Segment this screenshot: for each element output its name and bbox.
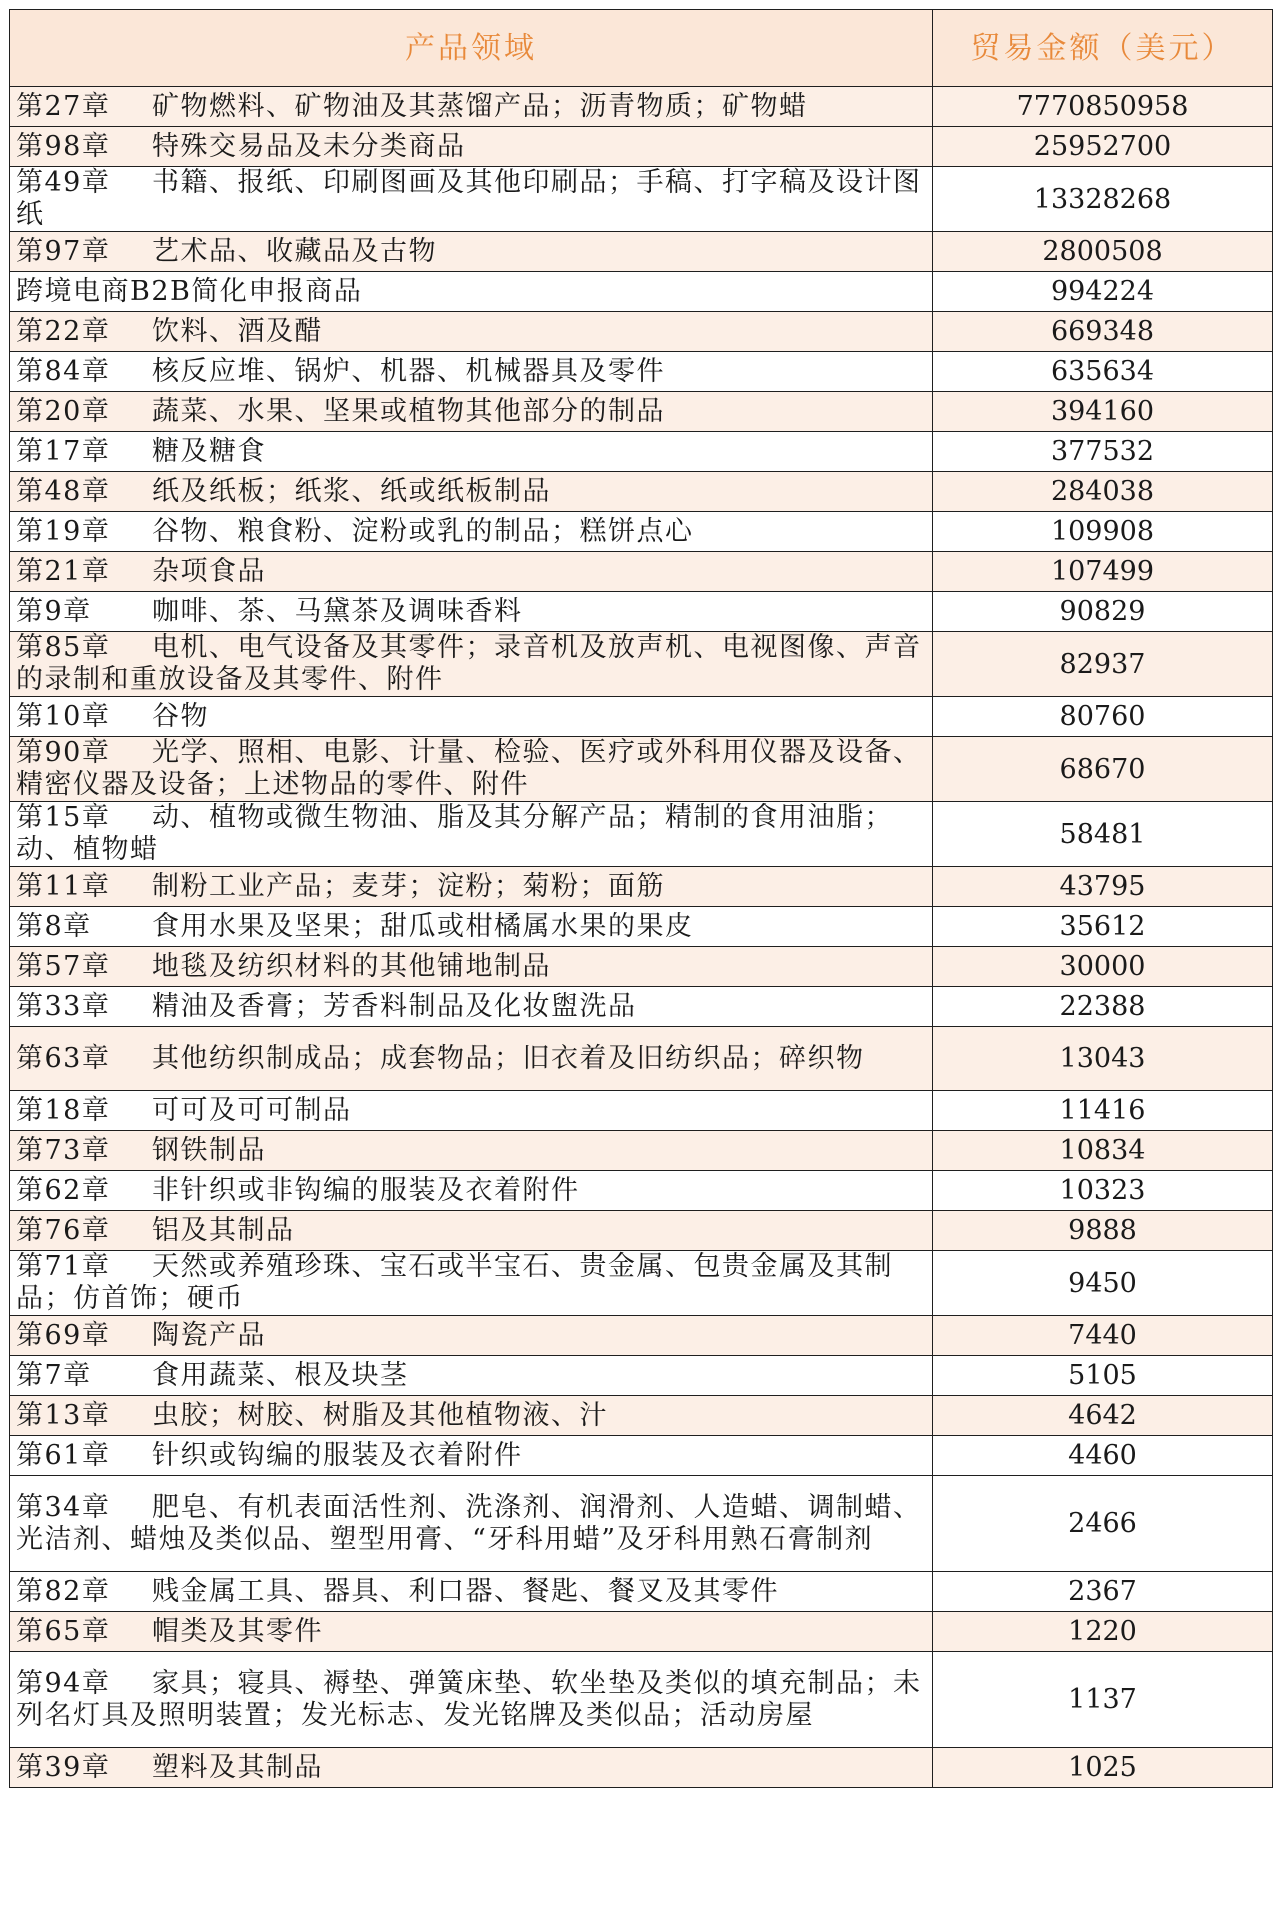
chapter-label: 第76章 xyxy=(16,1214,111,1246)
chapter-label: 第69章 xyxy=(16,1319,111,1351)
product-description: 光学、照相、电影、计量、检验、医疗或外科用仪器及设备、精密仪器及设备；上述物品的零件、附件 xyxy=(16,737,922,800)
trade-amount-cell: 4460 xyxy=(933,1436,1273,1476)
chapter-label: 第8章 xyxy=(16,910,92,942)
chapter-label: 第7章 xyxy=(16,1359,92,1391)
trade-amount-cell: 43795 xyxy=(933,867,1273,907)
trade-amount-cell: 30000 xyxy=(933,947,1273,987)
product-description: 陶瓷产品 xyxy=(152,1319,266,1351)
chapter-label: 第63章 xyxy=(16,1042,111,1074)
trade-amount-cell: 90829 xyxy=(933,592,1273,632)
chapter-label: 第22章 xyxy=(16,315,111,347)
product-domain-cell xyxy=(10,552,933,592)
product-description: 其他纺织制成品；成套物品；旧衣着及旧纺织品；碎织物 xyxy=(152,1042,865,1074)
product-domain-cell xyxy=(10,907,933,947)
trade-amount-cell: 58481 xyxy=(933,802,1273,867)
header-row xyxy=(10,10,1273,87)
trade-amount-cell: 1137 xyxy=(933,1652,1273,1748)
trade-amount-cell: 25952700 xyxy=(933,127,1273,167)
trade-amount-cell: 35612 xyxy=(933,907,1273,947)
trade-amount-cell: 80760 xyxy=(933,697,1273,737)
trade-amount-cell: 2800508 xyxy=(933,232,1273,272)
product-domain-cell xyxy=(10,1251,933,1316)
chapter-label: 第21章 xyxy=(16,555,111,587)
product-domain-cell xyxy=(10,472,933,512)
product-domain-cell xyxy=(10,127,933,167)
product-description: 肥皂、有机表面活性剂、洗涤剂、润滑剂、人造蜡、调制蜡、光洁剂、蜡烛及类似品、塑型用膏、“牙科用蜡”及牙科用熟石膏制剂 xyxy=(16,1491,922,1555)
product-description: 钢铁制品 xyxy=(152,1134,266,1166)
trade-amount-cell: 13043 xyxy=(933,1027,1273,1091)
table-row xyxy=(10,432,1273,472)
table-row xyxy=(10,1027,1273,1091)
table-row xyxy=(10,272,1273,312)
product-description: 食用蔬菜、根及块茎 xyxy=(152,1359,409,1391)
product-domain-cell xyxy=(10,87,933,127)
table-row xyxy=(10,737,1273,802)
product-description: 核反应堆、锅炉、机器、机械器具及零件 xyxy=(152,355,665,387)
chapter-label: 第33章 xyxy=(16,990,111,1022)
product-description: 电机、电气设备及其零件；录音机及放声机、电视图像、声音的录制和重放设备及其零件、附件 xyxy=(16,632,922,695)
product-domain-cell xyxy=(10,392,933,432)
chapter-label: 第34章 xyxy=(16,1491,111,1523)
table-row xyxy=(10,1396,1273,1436)
product-domain-cell xyxy=(10,1131,933,1171)
column-header-domain: 产品领域 xyxy=(10,10,933,87)
table-row xyxy=(10,947,1273,987)
chapter-label: 第82章 xyxy=(16,1575,111,1607)
chapter-label: 第10章 xyxy=(16,700,111,732)
product-domain-cell xyxy=(10,167,933,232)
chapter-label: 第48章 xyxy=(16,475,111,507)
product-domain-cell xyxy=(10,1652,933,1748)
trade-amount-cell: 11416 xyxy=(933,1091,1273,1131)
product-description: 艺术品、收藏品及古物 xyxy=(152,235,437,267)
product-description: 塑料及其制品 xyxy=(152,1751,323,1783)
table-row xyxy=(10,1171,1273,1211)
product-domain-cell xyxy=(10,352,933,392)
chapter-label: 第20章 xyxy=(16,395,111,427)
table-row xyxy=(10,987,1273,1027)
trade-amount-cell: 107499 xyxy=(933,552,1273,592)
product-domain-cell xyxy=(10,1436,933,1476)
table-row xyxy=(10,1091,1273,1131)
product-domain-cell xyxy=(10,1027,933,1091)
product-domain-cell xyxy=(10,1572,933,1612)
table-row xyxy=(10,472,1273,512)
product-domain-cell xyxy=(10,632,933,697)
trade-amount-cell: 5105 xyxy=(933,1356,1273,1396)
trade-amount-cell: 22388 xyxy=(933,987,1273,1027)
product-domain-cell xyxy=(10,947,933,987)
product-description: 矿物燃料、矿物油及其蒸馏产品；沥青物质；矿物蜡 xyxy=(152,90,808,122)
trade-amount-cell: 2367 xyxy=(933,1572,1273,1612)
chapter-label: 第73章 xyxy=(16,1134,111,1166)
chapter-label: 第61章 xyxy=(16,1439,111,1471)
product-domain-cell xyxy=(10,592,933,632)
table-row xyxy=(10,802,1273,867)
product-description: 食用水果及坚果；甜瓜或柑橘属水果的果皮 xyxy=(152,910,694,942)
trade-amount-cell: 7440 xyxy=(933,1316,1273,1356)
product-description: 地毯及纺织材料的其他铺地制品 xyxy=(152,950,551,982)
table-row xyxy=(10,1251,1273,1316)
trade-table-container xyxy=(9,9,1273,1788)
trade-amount-cell: 2466 xyxy=(933,1476,1273,1572)
chapter-label: 第84章 xyxy=(16,355,111,387)
table-row xyxy=(10,1436,1273,1476)
table-row xyxy=(10,1748,1273,1788)
product-domain-cell xyxy=(10,512,933,552)
product-description: 虫胶；树胶、树脂及其他植物液、汁 xyxy=(152,1399,608,1431)
chapter-label: 第57章 xyxy=(16,950,111,982)
table-row xyxy=(10,632,1273,697)
table-row xyxy=(10,867,1273,907)
table-row xyxy=(10,1476,1273,1572)
chapter-label: 第98章 xyxy=(16,130,111,162)
table-row xyxy=(10,907,1273,947)
product-domain-cell xyxy=(10,697,933,737)
chapter-label: 第90章 xyxy=(16,737,111,768)
trade-amount-cell: 377532 xyxy=(933,432,1273,472)
trade-amount-cell: 284038 xyxy=(933,472,1273,512)
trade-amount-cell: 10834 xyxy=(933,1131,1273,1171)
product-description: 铝及其制品 xyxy=(152,1214,295,1246)
product-description: 跨境电商B2B简化申报商品 xyxy=(16,275,363,307)
trade-amount-cell: 394160 xyxy=(933,392,1273,432)
product-domain-cell xyxy=(10,802,933,867)
product-description: 非针织或非钩编的服装及衣着附件 xyxy=(152,1174,580,1206)
table-body xyxy=(10,87,1273,1788)
product-domain-cell xyxy=(10,1612,933,1652)
trade-amount-cell: 13328268 xyxy=(933,167,1273,232)
product-domain-cell xyxy=(10,737,933,802)
product-domain-cell xyxy=(10,987,933,1027)
product-domain-cell xyxy=(10,1476,933,1572)
product-description: 家具；寝具、褥垫、弹簧床垫、软坐垫及类似的填充制品；未列名灯具及照明装置；发光标志、发光铭牌及类似品；活动房屋 xyxy=(16,1667,922,1731)
chapter-label: 第97章 xyxy=(16,235,111,267)
table-row xyxy=(10,312,1273,352)
product-description: 书籍、报纸、印刷图画及其他印刷品；手稿、打字稿及设计图纸 xyxy=(16,167,922,230)
table-row xyxy=(10,87,1273,127)
product-domain-cell xyxy=(10,232,933,272)
trade-amount-cell: 9450 xyxy=(933,1251,1273,1316)
product-domain-cell xyxy=(10,1748,933,1788)
trade-amount-cell: 7770850958 xyxy=(933,87,1273,127)
product-description: 咖啡、茶、马黛茶及调味香料 xyxy=(152,595,523,627)
chapter-label: 第11章 xyxy=(16,870,111,902)
chapter-label: 第85章 xyxy=(16,632,111,663)
table-row xyxy=(10,1211,1273,1251)
table-row xyxy=(10,352,1273,392)
product-domain-cell xyxy=(10,1211,933,1251)
product-domain-cell xyxy=(10,312,933,352)
product-description: 特殊交易品及未分类商品 xyxy=(152,130,466,162)
table-row xyxy=(10,697,1273,737)
table-row xyxy=(10,127,1273,167)
product-description: 精油及香膏；芳香料制品及化妆盥洗品 xyxy=(152,990,637,1022)
table-row xyxy=(10,592,1273,632)
product-description: 谷物 xyxy=(152,700,209,732)
product-domain-cell xyxy=(10,867,933,907)
trade-amount-cell: 1220 xyxy=(933,1612,1273,1652)
chapter-label: 第27章 xyxy=(16,90,111,122)
table-row xyxy=(10,167,1273,232)
chapter-label: 第19章 xyxy=(16,515,111,547)
chapter-label: 第13章 xyxy=(16,1399,111,1431)
product-domain-cell xyxy=(10,1396,933,1436)
product-description: 可可及可可制品 xyxy=(152,1094,352,1126)
trade-amount-cell: 10323 xyxy=(933,1171,1273,1211)
product-domain-cell xyxy=(10,1091,933,1131)
table-row xyxy=(10,1131,1273,1171)
trade-amount-cell: 669348 xyxy=(933,312,1273,352)
chapter-label: 第17章 xyxy=(16,435,111,467)
trade-amount-cell: 9888 xyxy=(933,1211,1273,1251)
trade-amount-cell: 109908 xyxy=(933,512,1273,552)
chapter-label: 第62章 xyxy=(16,1174,111,1206)
product-description: 针织或钩编的服装及衣着附件 xyxy=(152,1439,523,1471)
product-domain-cell xyxy=(10,432,933,472)
product-description: 纸及纸板；纸浆、纸或纸板制品 xyxy=(152,475,551,507)
trade-amount-cell: 68670 xyxy=(933,737,1273,802)
product-description: 动、植物或微生物油、脂及其分解产品；精制的食用油脂；动、植物蜡 xyxy=(16,802,893,865)
table-row xyxy=(10,1612,1273,1652)
product-description: 糖及糖食 xyxy=(152,435,266,467)
product-domain-cell xyxy=(10,272,933,312)
chapter-label: 第9章 xyxy=(16,595,92,627)
trade-amount-cell: 994224 xyxy=(933,272,1273,312)
product-description: 谷物、粮食粉、淀粉或乳的制品；糕饼点心 xyxy=(152,515,694,547)
trade-amount-cell: 1025 xyxy=(933,1748,1273,1788)
table-row xyxy=(10,1356,1273,1396)
chapter-label: 第15章 xyxy=(16,802,111,833)
chapter-label: 第65章 xyxy=(16,1615,111,1647)
product-description: 杂项食品 xyxy=(152,555,266,587)
table-row xyxy=(10,512,1273,552)
table-row xyxy=(10,1572,1273,1612)
chapter-label: 第71章 xyxy=(16,1251,111,1282)
table-row xyxy=(10,1652,1273,1748)
table-row xyxy=(10,1316,1273,1356)
chapter-label: 第94章 xyxy=(16,1667,111,1699)
trade-amount-cell: 4642 xyxy=(933,1396,1273,1436)
column-header-amount: 贸易金额（美元） xyxy=(933,10,1273,87)
product-domain-cell xyxy=(10,1356,933,1396)
product-description: 帽类及其零件 xyxy=(152,1615,323,1647)
product-description: 贱金属工具、器具、利口器、餐匙、餐叉及其零件 xyxy=(152,1575,779,1607)
product-description: 饮料、酒及醋 xyxy=(152,315,323,347)
table-row xyxy=(10,232,1273,272)
product-description: 蔬菜、水果、坚果或植物其他部分的制品 xyxy=(152,395,665,427)
chapter-label: 第39章 xyxy=(16,1751,111,1783)
product-domain-cell xyxy=(10,1316,933,1356)
table-header xyxy=(10,10,1273,87)
chapter-label: 第49章 xyxy=(16,167,111,198)
table-row xyxy=(10,392,1273,432)
product-description: 天然或养殖珍珠、宝石或半宝石、贵金属、包贵金属及其制品；仿首饰；硬币 xyxy=(16,1251,893,1314)
chapter-label: 第18章 xyxy=(16,1094,111,1126)
product-domain-cell xyxy=(10,1171,933,1211)
table-row xyxy=(10,552,1273,592)
trade-amount-cell: 635634 xyxy=(933,352,1273,392)
trade-table xyxy=(9,9,1273,1788)
product-description: 制粉工业产品；麦芽；淀粉；菊粉；面筋 xyxy=(152,870,665,902)
trade-amount-cell: 82937 xyxy=(933,632,1273,697)
